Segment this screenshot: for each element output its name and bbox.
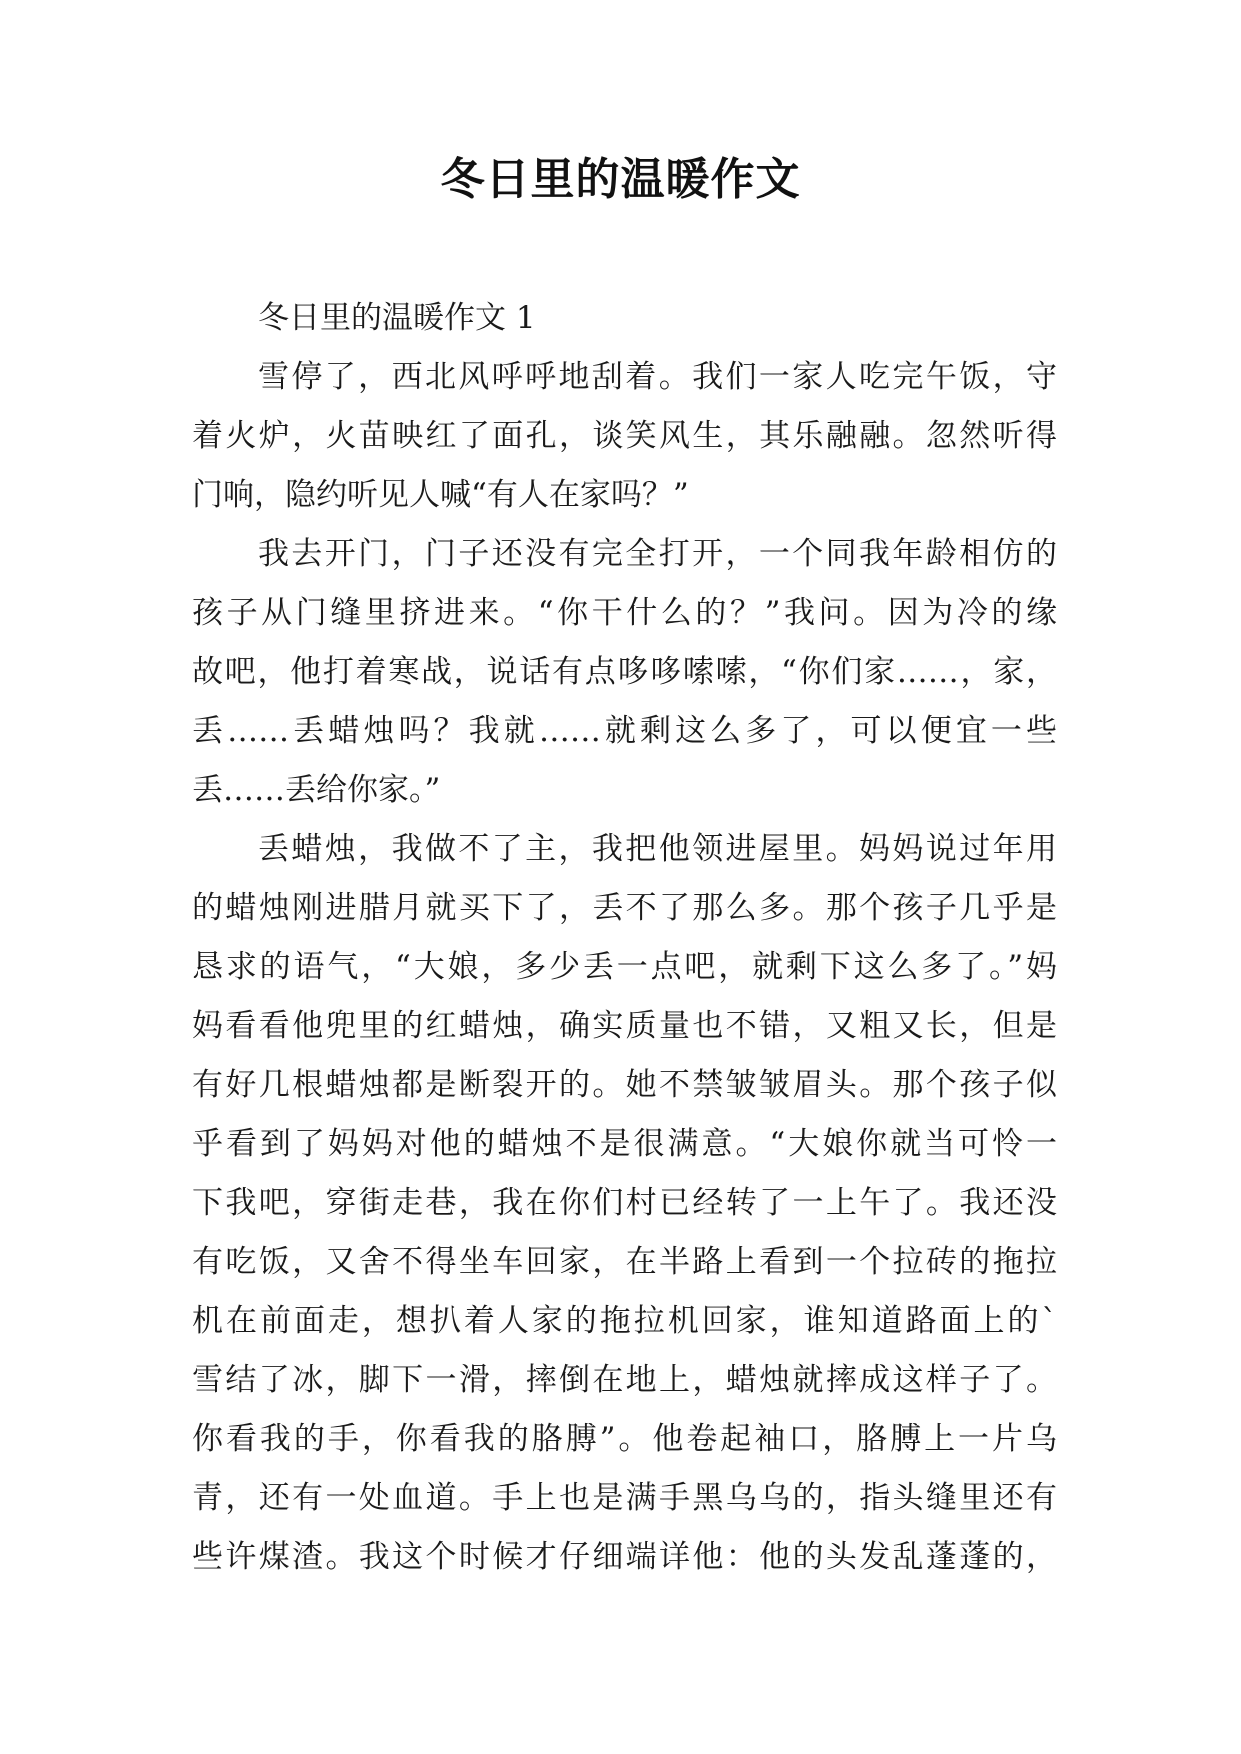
paragraph-line: 丢……丢蜡烛吗？我就……就剩这么多了，可以便宜一些 <box>192 713 1057 749</box>
paragraph-line: 故吧，他打着寒战，说话有点哆哆嗦嗦，“你们家……，家， <box>192 654 1057 690</box>
paragraph-line: 青，还有一处血道。手上也是满手黑乌乌的，指头缝里还有 <box>192 1480 1057 1516</box>
paragraph-line: 门响，隐约听见人喊“有人在家吗？” <box>192 477 689 513</box>
section-heading: 冬日里的温暖作文 1 <box>258 300 536 336</box>
paragraph-line: 有好几根蜡烛都是断裂开的。她不禁皱皱眉头。那个孩子似 <box>192 1067 1057 1103</box>
paragraph-line: 雪停了，西北风呼呼地刮着。我们一家人吃完午饭，守 <box>258 359 1057 395</box>
paragraph-line: 着火炉，火苗映红了面孔，谈笑风生，其乐融融。忽然听得 <box>192 418 1057 454</box>
paragraph-line: 你看我的手，你看我的胳膊”。他卷起袖口，胳膊上一片乌 <box>192 1421 1057 1457</box>
document-title: 冬日里的温暖作文 <box>440 154 801 205</box>
paragraph-line: 的蜡烛刚进腊月就买下了，丢不了那么多。那个孩子几乎是 <box>192 890 1057 926</box>
paragraph-line: 些许煤渣。我这个时候才仔细端详他：他的头发乱蓬蓬的， <box>192 1539 1057 1575</box>
paragraph-line: 下我吧，穿街走巷，我在你们村已经转了一上午了。我还没 <box>192 1185 1057 1221</box>
paragraph-line: 孩子从门缝里挤进来。“你干什么的？”我问。因为冷的缘 <box>192 595 1057 631</box>
paragraph-2 <box>192 525 1057 820</box>
paragraph-line: 妈看看他兜里的红蜡烛，确实质量也不错，又粗又长，但是 <box>192 1008 1057 1044</box>
paragraph-1 <box>192 348 1057 525</box>
paragraph-line: 丢蜡烛，我做不了主，我把他领进屋里。妈妈说过年用 <box>258 831 1057 867</box>
paragraph-line: 恳求的语气，“大娘，多少丢一点吧，就剩下这么多了。”妈 <box>192 949 1057 985</box>
document-body <box>192 289 1057 1587</box>
paragraph-line: 雪结了冰，脚下一滑，摔倒在地上，蜡烛就摔成这样子了。 <box>192 1362 1057 1398</box>
paragraph-3 <box>192 820 1057 1587</box>
paragraph-line: 机在前面走，想扒着人家的拖拉机回家，谁知道路面上的` <box>192 1303 1057 1339</box>
paragraph-line: 乎看到了妈妈对他的蜡烛不是很满意。“大娘你就当可怜一 <box>192 1126 1057 1162</box>
paragraph-line: 丢……丢给你家。” <box>192 772 441 808</box>
paragraph-line: 我去开门，门子还没有完全打开，一个同我年龄相仿的 <box>258 536 1057 572</box>
paragraph-line: 有吃饭，又舍不得坐车回家，在半路上看到一个拉砖的拖拉 <box>192 1244 1057 1280</box>
